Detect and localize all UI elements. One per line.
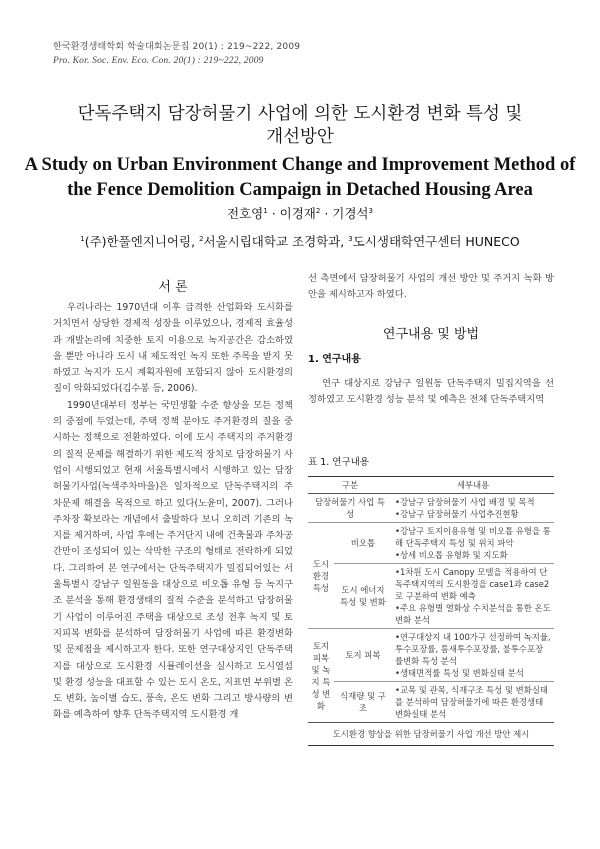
intro-continuation — [308, 271, 554, 304]
table-item: •상세 비오톱 유형화 및 지도화 — [395, 550, 508, 560]
affil-2-mark: 2 — [199, 234, 204, 243]
research-content-table — [308, 476, 554, 746]
title-korean-line2: 개선방안 — [266, 127, 334, 147]
author-sep: · — [267, 206, 280, 221]
table-item: •강남구 담장허물기 사업추진현황 — [395, 509, 519, 519]
table-row — [308, 494, 554, 523]
intro-heading: 서 론 — [158, 280, 188, 295]
table-row-label: 식재량 및 구조 — [340, 691, 386, 713]
table-row-label: 도시 에너지 특성 및 변화 — [334, 564, 392, 629]
table-item: •주요 유형별 열화상 수치분석을 통한 온도 변화 분석 — [395, 603, 551, 625]
intro-body — [53, 300, 293, 724]
title-english-line1: A Study on Urban Environment Change and Improvement Method of — [24, 155, 576, 175]
table-row-details — [392, 564, 554, 629]
author-1: 전호영 — [227, 206, 264, 221]
table-item: •교목 및 관목, 식재구조 특성 및 변화실태를 분석하여 담장허물기에 따른 환경생태 변화실태 분석 — [395, 685, 549, 719]
author-2-mark: 2 — [315, 206, 321, 215]
table-row-details — [392, 494, 554, 523]
table-row-details — [392, 682, 554, 723]
table-item: •1차원 도시 Canopy 모델을 적용하여 단독주택지역의 도시환경을 case1과 case2로 구분하여 변화 예측 — [395, 567, 550, 601]
table-header-row — [308, 477, 554, 494]
title-korean-line1: 단독주택지 담장허물기 사업에 의한 도시환경 변화 특성 및 — [77, 104, 523, 124]
table-item: •강남구 담장허물기 사업 배경 및 목적 — [395, 497, 535, 507]
title-korean — [0, 103, 600, 149]
table-group-label: 도시 환경 특성 — [308, 523, 334, 629]
table-group-label: 토지 피복 및 녹지 특성 변화 — [311, 640, 331, 711]
intro-paragraph-1: 우리나라는 1970년대 이후 급격한 산업화와 도시화를 거치면서 상당한 경제적 성장을 이루었으나, 경제적 효율성과 개발논리에 치중한 토지 이용으로 녹지공간은 감소하였을 뿐만 아니라 도시 내 제도적인 녹지 또한 주목을 받지 못하였고 녹지가 도시 계획자원에 포함되지 않아 도시환경의 질이 악화되었다(김수봉 등, 2006). — [53, 302, 293, 395]
title-english — [0, 153, 600, 203]
affil-3-mark: 3 — [348, 234, 353, 243]
methods-body — [308, 376, 554, 409]
affil-1: (주)한풀엔지니어링, — [84, 234, 200, 249]
affil-1-mark: 1 — [80, 234, 85, 243]
table-item: •강남구 토지이용유형 및 비오톱 유형을 통해 단독주택지 특성 및 위치 파악 — [395, 526, 551, 548]
methods-paragraph-1: 연구 대상지로 강남구 일원동 단독주택지 밀집지역을 선정하였고 도시환경 성능 분석 및 예측은 전체 단독주택지역 — [308, 378, 554, 406]
table-row-label: 토지 피복 — [334, 629, 392, 682]
table-item: •연구대상지 내 100가구 선정하여 녹지율, 투수포장률, 틈새투수포장률, 불투수포장률변화 특성 분석 — [395, 632, 551, 666]
intro-paragraph-2: 1990년대부터 정부는 국민생활 수준 향상을 모든 정책의 중점에 두었는데, 주택 정책 분야도 주거환경의 질을 중시하는 정책으로 전환하였다. 이에 도시 주택지의 주거환경의 질적 문제를 해결하기 위한 제도적 장치로 담장허물기 사업이 시행되었고 현재 서울특별시에서 시행하고 있는 담장허물기사업(녹색주차마을)은 일차적으로 단독주택지의 주차문제 해결을 목적으로 하고 있다(노윤미, 2007). 그러나 주차장 확보라는 개념에서 출발하다 보니 오히려 기존의 녹지를 제거하여, 사업 후에는 주거단지 내에 건축물과 주차공간만이 조성되어 있는 삭막한 구조의 형태로 전락하게 되었다. 그리하여 본 연구에서는 단독주택지가 밀집되어있는 서울특별시 강남구 일원동을 대상으로 비오톱 유형 등 녹지구조 분석을 통해 환경생태의 질적 수준을 분석하고 담장허물기 사업이 이루어진 주택을 대상으로 조성 전후 녹지 및 토지피복 변화를 분석하여 담장허물기 사업에 따른 환경변화 및 문제점을 제시하고자 한다. 또한 연구대상지인 단독주택지를 대상으로 도시환경 시뮬레이션을 실시하고 도시열섬 및 환경 성능을 대표할 수 있는 도시 온도, 지표면 부위별 온도 변화, 높이별 습도, 풍속, 온도 변화 그리고 방사량의 변화를 예측하여 향후 단독주택지역 도시환경 개 — [53, 399, 293, 721]
affil-2: 서울시립대학교 조경학과, — [203, 234, 349, 249]
affil-3: 도시생태학연구센터 HUNECO — [352, 234, 520, 249]
table-row-label: 비오톱 — [334, 523, 392, 564]
author-sep: · — [320, 206, 333, 221]
table-item: •생태면적률 특성 및 변화실태 분석 — [395, 668, 524, 678]
table-caption: 표 1. 연구내용 — [308, 457, 369, 468]
table-row-details — [392, 523, 554, 564]
author-1-mark: 1 — [263, 206, 268, 215]
table-final-cell: 도시환경 향상을 위한 담장허물기 사업 개선 방안 제시 — [308, 723, 554, 746]
affiliations — [0, 232, 600, 250]
methods-subheading-1: 1. 연구내용 — [308, 354, 361, 365]
table-header-details: 세부내용 — [392, 477, 554, 494]
title-english-line2: the Fence Demolition Campaign in Detached Housing Area — [67, 180, 533, 200]
authors — [0, 204, 600, 222]
table-header-category: 구분 — [308, 477, 392, 494]
author-2: 이경재 — [279, 206, 316, 221]
intro-continuation-text: 선 측면에서 담장허물기 사업의 개선 방안 및 주거지 녹화 방안을 제시하고자 하였다. — [308, 273, 554, 301]
table-row — [308, 523, 554, 564]
table-row — [308, 629, 554, 682]
table-row — [308, 564, 554, 629]
methods-heading: 연구내용 및 방법 — [382, 327, 480, 342]
journal-header-english: Pro. Kor. Soc. Env. Eco. Con. 20(1) : 219~222, 2009 — [53, 56, 264, 66]
table-final-row — [308, 723, 554, 746]
table-row-details — [392, 629, 554, 682]
journal-header-korean: 한국환경생태학회 학술대회논문집 20(1) : 219~222, 2009 — [53, 42, 301, 52]
table-row — [308, 682, 554, 723]
table-row-label: 담장허물기 사업 특성 — [308, 494, 392, 523]
author-3: 기경석 — [332, 206, 369, 221]
author-3-mark: 3 — [368, 206, 373, 215]
